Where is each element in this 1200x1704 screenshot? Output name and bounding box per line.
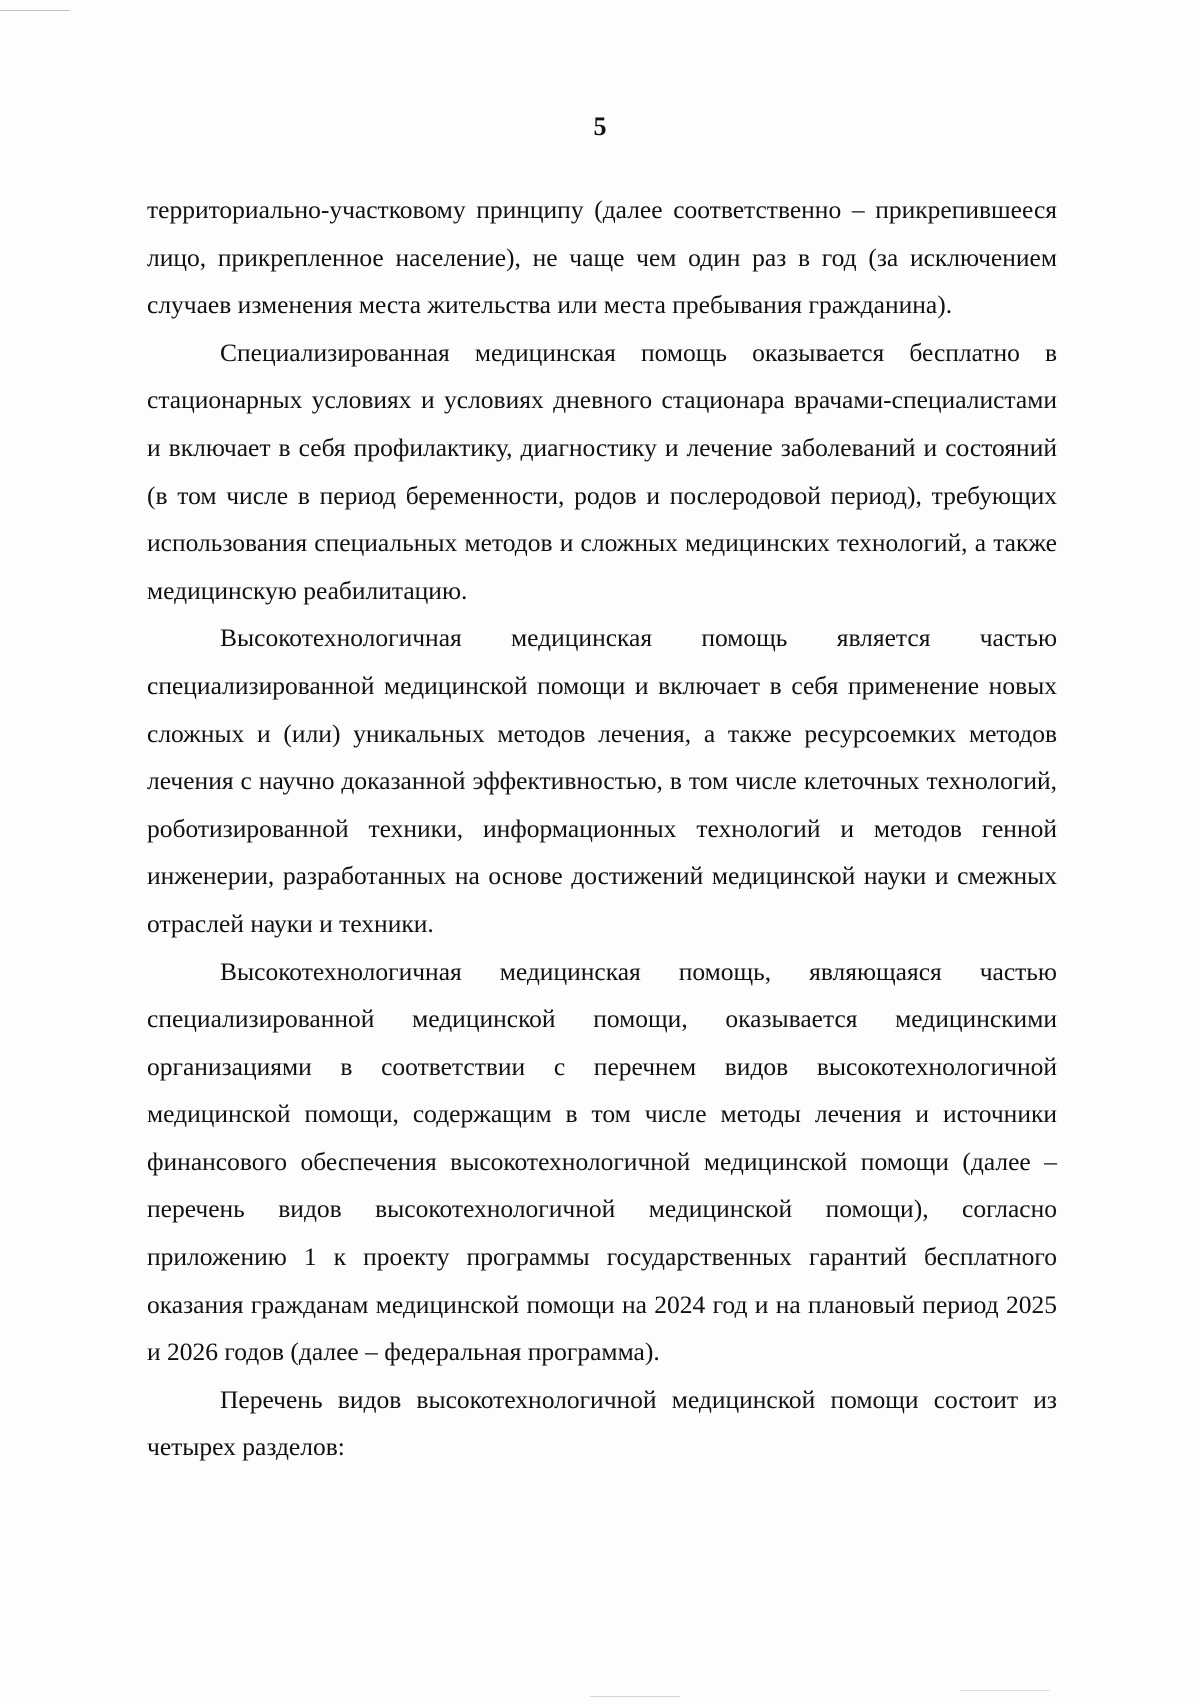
paragraph-high-tech-definition: Высокотехнологичная медицинская помощь является частью специализированной медицинской помощи и включает в себя применение новых сложных и (или) уникальных методов лечения, а также ресурсоемких методов лечения с научно доказанной эффективностью, в том числе клеточных технологий, роботизированной техники, информационных технологий и методов генной инженерии, разработанных на основе достижений медицинской науки и смежных отраслей науки и техники.	[147, 623, 1057, 938]
scan-artifact	[960, 1690, 1050, 1691]
scan-artifact	[590, 1696, 680, 1697]
paragraph-specialized-care: Специализированная медицинская помощь оказывается бесплатно в стационарных условиях и условиях дневного стационара врачами-специалистами и включает в себя профилактику, диагностику и лечение заболеваний и состояний (в том числе в период беременности, родов и послеродовой период), требующих использования специальных методов и сложных медицинских технологий, а также медицинскую реабилитацию.	[147, 337, 1057, 605]
paragraph-sections-intro: Перечень видов высокотехнологичной медицинской помощи состоит из четырех разделов:	[147, 1384, 1057, 1462]
body-text	[147, 186, 1057, 1471]
paragraph-high-tech-provision: Высокотехнологичная медицинская помощь, являющаяся частью специализированной медицинской помощи, оказывается медицинскими организациями в соответствии с перечнем видов высокотехнологичной медицинской помощи, содержащим в том числе методы лечения и источники финансового обеспечения высокотехнологичной медицинской помощи (далее – перечень видов высокотехнологичной медицинской помощи), согласно приложению 1 к проекту программы государственных гарантий бесплатного оказания гражданам медицинской помощи на 2024 год и на плановый период 2025 и 2026 годов (далее – федеральная программа).	[147, 956, 1057, 1367]
paragraph-continuation: территориально-участковому принципу (далее соответственно – прикрепившееся лицо, прикрепленное население), не чаще чем один раз в год (за исключением случаев изменения места жительства или места пребывания гражданина).	[147, 195, 1057, 320]
scan-artifact	[0, 10, 70, 11]
page-number: 5	[593, 112, 607, 141]
